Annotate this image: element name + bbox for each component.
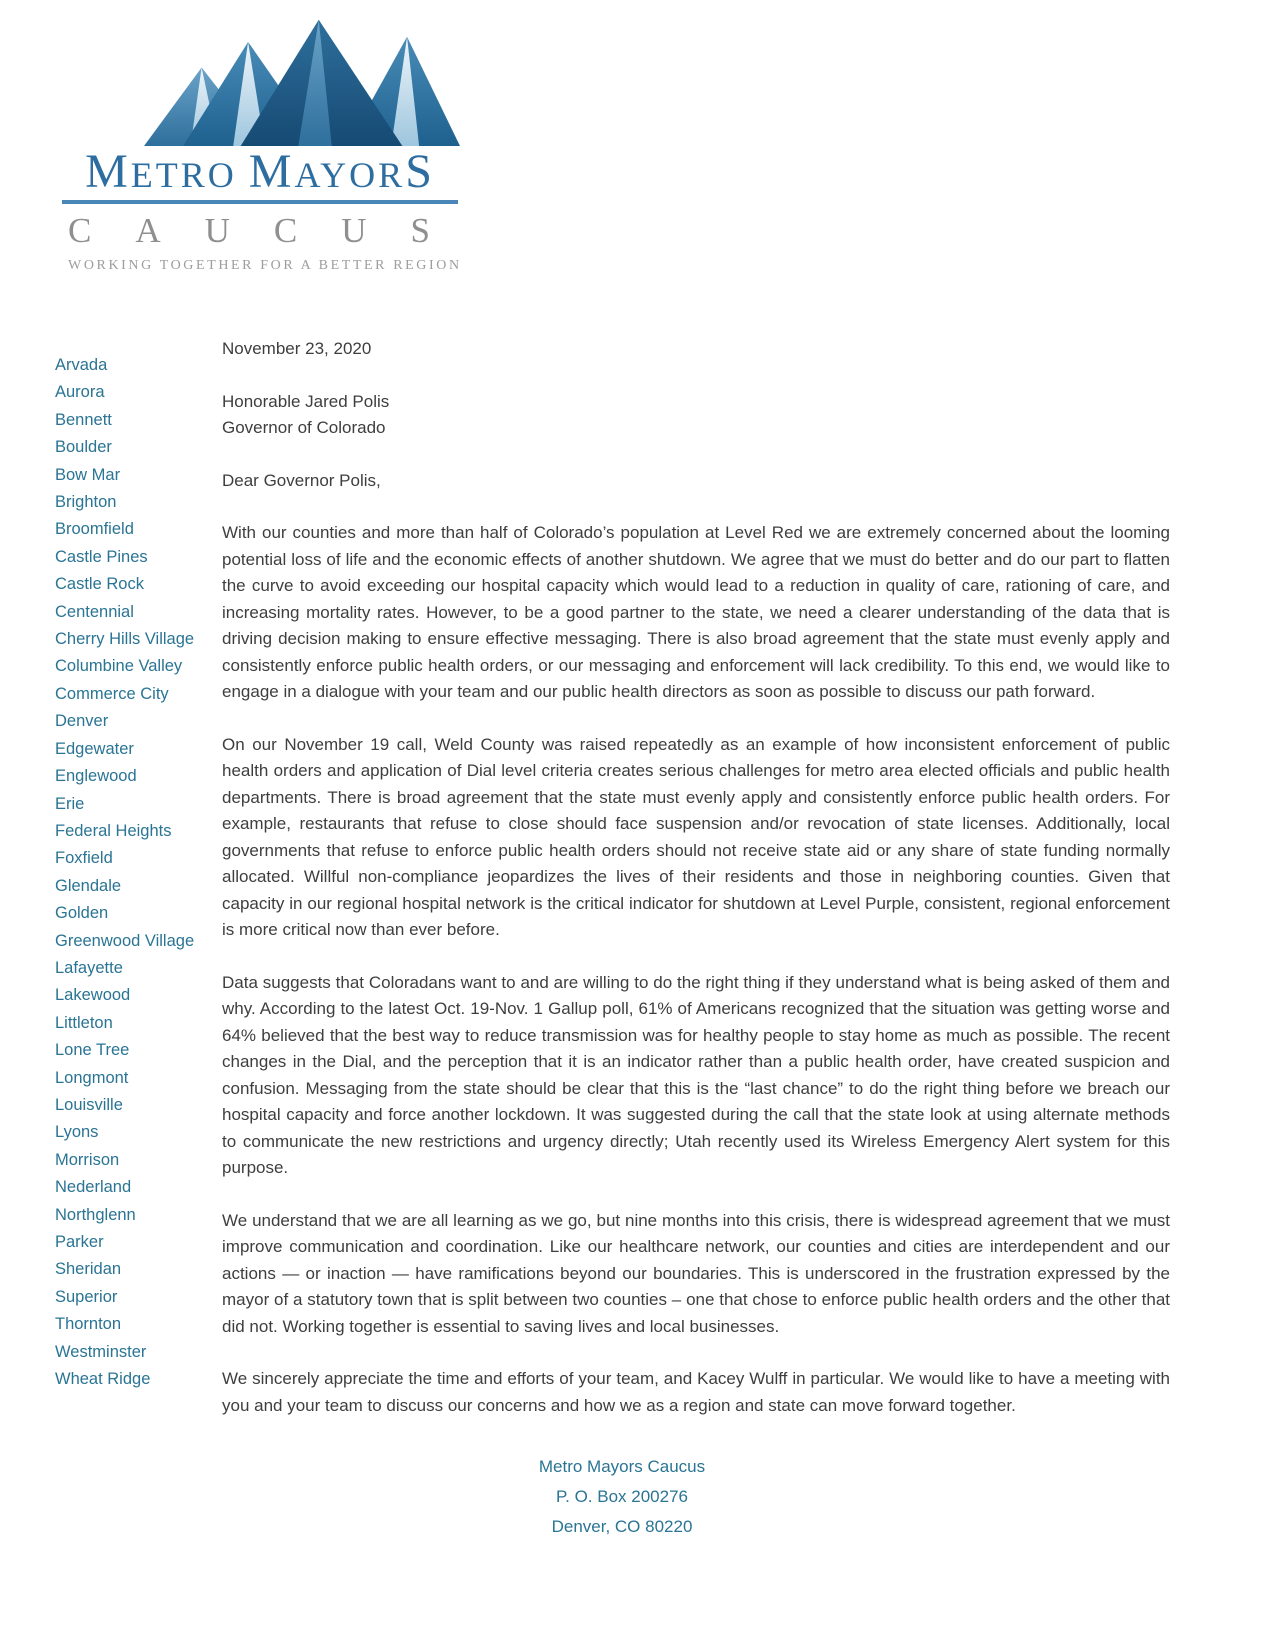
letter-paragraph: Data suggests that Coloradans want to and are willing to do the right thing if they understand what is being asked of them and why. According to the latest Oct. 19-Nov. 1 Gallup poll, 61% of Americans recognized that the situation was getting worse and 64% believed that the best way to reduce transmission was for healthy people to stay home as much as possible. The recent changes in the Dial, and the perception that it is an indicator rather than a public health order, have created suspicion and confusion. Messaging from the state should be clear that this is the “last chance” to do the right thing before we breach our hospital capacity and force another lockdown. It was suggested during the call that the state look at using alternate methods to communicate the new restrictions and urgency directly; Utah recently used its Wireless Emergency Alert system for this purpose. [222,972,1170,1177]
city-list-item: Centennial [55,602,134,621]
city-list-item: Aurora [55,383,105,402]
city-list-item: Arvada [55,356,108,374]
city-list-item: Nederland [55,1178,132,1197]
city-list-item: Lafayette [55,958,123,977]
logo-title-segment: AYOR [294,155,406,195]
footer-address: Denver, CO 80220 [551,1517,693,1536]
footer-po-box: P. O. Box 200276 [555,1487,688,1506]
city-list-item: Sheridan [55,1260,122,1279]
recipient-block [222,389,1170,442]
city-list-item: Edgewater [55,739,134,758]
city-list-item: Lyons [55,1123,99,1142]
letter-paragraph: With our counties and more than half of Colorado’s population at Level Red we are extremely concerned about the looming potential loss of life and the economic effects of another shutdown. We agree that we must do better and do our part to flatten the curve to avoid exceeding our hospital capacity which would lead to a reduction in quality of care, rationing of care, and increasing mortality rates. However, to be a good partner to the state, we need a clearer understanding of the data that is driving decision making to ensure effective messaging. There is also broad agreement that the state must evenly apply and consistently enforce public health orders, or our messaging and enforcement will lack credibility. To this end, we would like to engage in a dialogue with your team and our public health directors as soon as possible to discuss our path forward. [222,523,1170,701]
letter-paragraph: We understand that we are all learning as we go, but nine months into this crisis, there is widespread agreement that we must improve communication and coordination. Like our healthcare network, our counties and cities are interdependent and our actions — or inaction — have ramifications beyond our boundaries. This is underscored in the frustration expressed by the mayor of a statutory town that is split between two counties – one that chose to enforce public health orders and the other that did not. Working together is essential to saving lives and local businesses. [222,1210,1170,1336]
city-list-item: Castle Rock [55,575,144,594]
city-list-item: Golden [55,904,109,923]
city-list-item: Morrison [55,1150,120,1169]
salutation: Dear Governor Polis, [222,470,381,490]
city-list-item: Glendale [55,876,122,895]
city-list-item: Boulder [55,438,112,457]
logo-title-segment [237,155,249,195]
city-list-item: Bennett [55,410,112,429]
city-list-item: Thornton [55,1315,122,1334]
city-list-item: Denver [55,712,109,731]
city-list-item: Louisville [55,1095,123,1114]
recipient-title: Governor of Colorado [222,418,386,437]
city-list-item: Lakewood [55,986,131,1005]
mountains-icon [144,18,460,146]
city-list-item: Columbine Valley [55,657,183,676]
city-list-item: Bow Mar [55,465,121,484]
city-list-item: Westminster [55,1342,147,1361]
letter-paragraph: We sincerely appreciate the time and efforts of your team, and Kacey Wulff in particular. We would like to have a meeting with you and your team to discuss our concerns and how we as a region and state can move forward together. [222,1369,1170,1415]
logo-title [62,145,458,198]
city-list-item: Northglenn [55,1205,136,1224]
city-list-item: Longmont [55,1068,129,1087]
logo-title-segment: M [248,145,295,198]
logo-tagline: WORKING TOGETHER FOR A BETTER REGION [68,258,462,273]
city-list-item: Superior [55,1287,118,1306]
member-city-list [55,352,220,1393]
city-list-item: Wheat Ridge [55,1370,151,1389]
letter-paragraph: On our November 19 call, Weld County was raised repeatedly as an example of how inconsistent enforcement of public health orders and application of Dial level criteria creates serious challenges for metro area elected officials and public health departments. There is broad agreement that the state must evenly apply and consistently enforce public health orders. For example, restaurants that refuse to close should face suspension and/or revocation of state licenses. Additionally, local governments that refuse to enforce public health orders should not receive state aid or any share of state funding normally allocated. Willful non-compliance jeopardizes the lives of their residents and those in neighboring counties. Given that capacity in our regional hospital network is the critical indicator for shutdown at Level Purple, consistent, regional enforcement is more critical now than ever before. [222,734,1170,939]
letter-footer [0,1452,1244,1542]
city-list-item: Commerce City [55,684,169,703]
city-list-item: Brighton [55,493,117,512]
city-list-item: Castle Pines [55,547,148,566]
logo-subtitle: CAUCUS [68,211,474,250]
city-list-item: Lone Tree [55,1041,130,1060]
city-list-item: Littleton [55,1013,113,1032]
footer-org-name: Metro Mayors Caucus [538,1457,706,1476]
logo-title-segment: M [85,145,131,198]
city-list-item: Federal Heights [55,821,172,840]
letter-date: November 23, 2020 [222,339,372,358]
logo-title-segment: S [405,145,435,198]
city-list-item: Broomfield [55,520,134,539]
letter-body [222,336,1170,1419]
city-list-item: Erie [55,794,85,813]
letter-paragraphs [222,520,1170,1419]
city-list-item: Englewood [55,767,137,786]
city-list-item: Cherry Hills Village [55,630,195,649]
city-list-item: Foxfield [55,849,113,868]
metro-mayors-caucus-logo [62,18,474,274]
city-list-item: Greenwood Village [55,931,195,950]
recipient-name: Honorable Jared Polis [222,391,390,411]
logo-divider [62,200,458,204]
city-list-item: Parker [55,1233,104,1251]
logo-title-segment: ETRO [130,155,237,195]
